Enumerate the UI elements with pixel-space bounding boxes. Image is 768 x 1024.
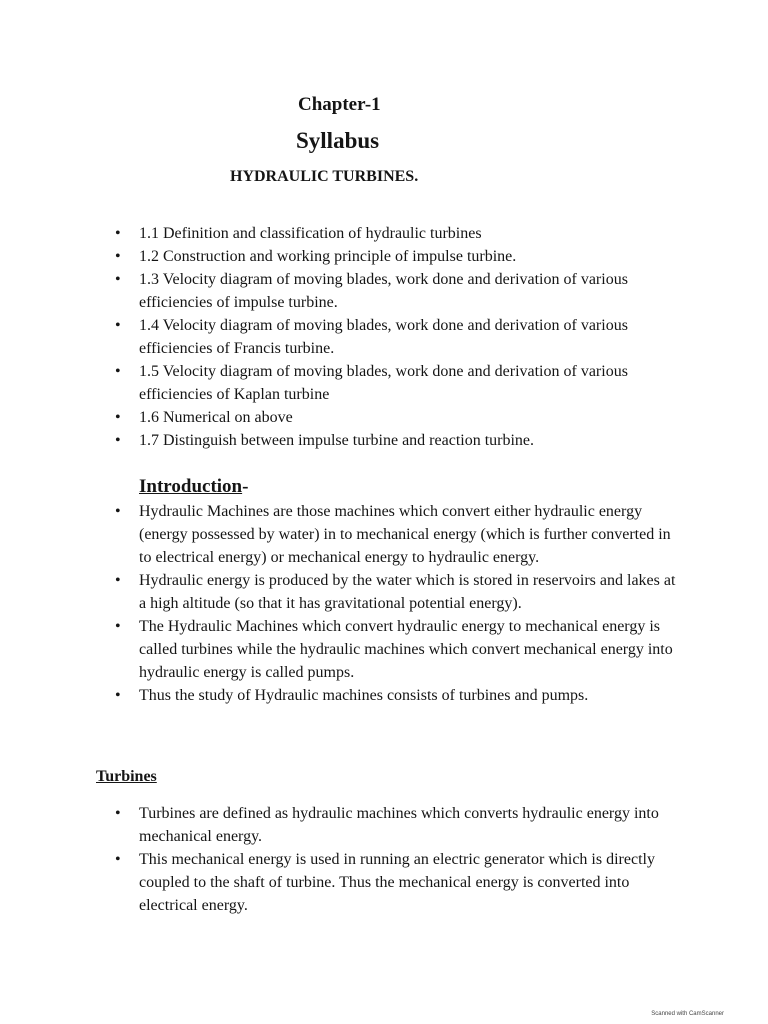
turbines-list [115,802,680,917]
introduction-item: • Thus the study of Hydraulic machines consists of turbines and pumps. [115,684,680,707]
syllabus-item: • 1.3 Velocity diagram of moving blades, work done and derivation of various efficiencies of impulse turbine. [115,268,690,314]
introduction-item: • Hydraulic energy is produced by the water which is stored in reservoirs and lakes at a high altitude (so that it has gravitational potential energy). [115,569,680,615]
scanner-watermark: Scanned with CamScanner [651,1011,724,1017]
syllabus-list [115,222,690,452]
syllabus-item: • 1.2 Construction and working principle of impulse turbine. [115,245,690,268]
syllabus-item: • 1.4 Velocity diagram of moving blades, work done and derivation of various efficiencies of Francis turbine. [115,314,690,360]
introduction-list [115,500,680,707]
syllabus-item: • 1.6 Numerical on above [115,406,690,429]
chapter-title: Chapter-1 [298,94,381,115]
turbines-item: • This mechanical energy is used in running an electric generator which is directly coupled to the shaft of turbine. Thus the mechanical energy is converted into electrical energy. [115,848,680,917]
turbines-item: • Turbines are defined as hydraulic machines which converts hydraulic energy into mechanical energy. [115,802,680,848]
introduction-heading [139,476,248,498]
turbines-heading: Turbines [96,768,157,785]
syllabus-item: • 1.7 Distinguish between impulse turbine and reaction turbine. [115,429,690,452]
introduction-item: • The Hydraulic Machines which convert hydraulic energy to mechanical energy is called turbines while the hydraulic machines which convert mechanical energy into hydraulic energy is called pumps. [115,615,680,684]
syllabus-item: • 1.5 Velocity diagram of moving blades, work done and derivation of various efficiencies of Kaplan turbine [115,360,690,406]
syllabus-item: • 1.1 Definition and classification of hydraulic turbines [115,222,690,245]
subject-title: HYDRAULIC TURBINES. [230,168,419,185]
introduction-heading-suffix: - [242,476,249,497]
introduction-item: • Hydraulic Machines are those machines which convert either hydraulic energy (energy possessed by water) in to mechanical energy (which is further converted in to electrical energy) or mechanical energy to hydraulic energy. [115,500,680,569]
introduction-heading-text: Introduction [139,476,243,497]
syllabus-title: Syllabus [296,128,380,153]
